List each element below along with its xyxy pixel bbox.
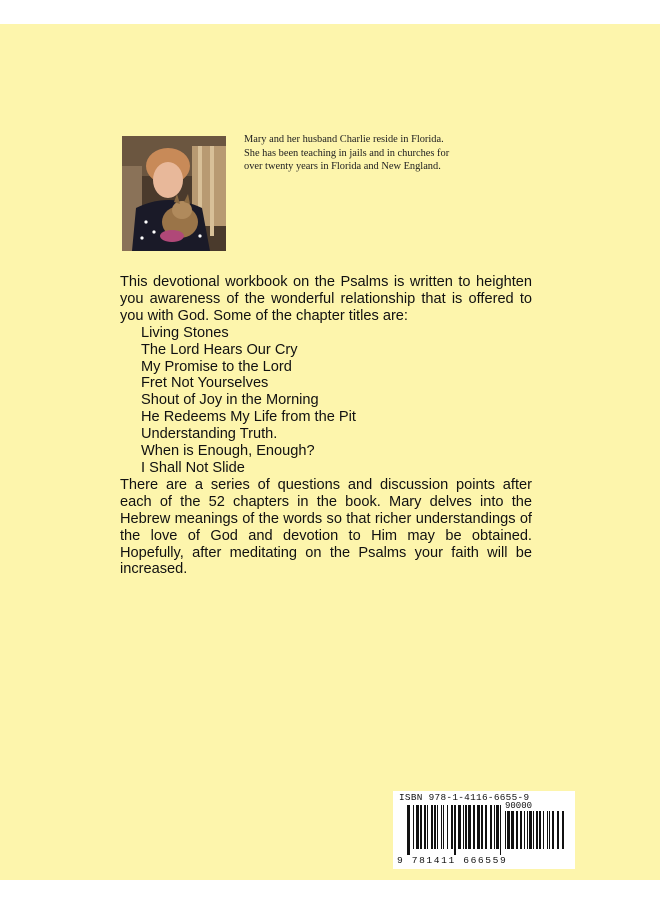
chapter-title: Living Stones: [141, 324, 229, 341]
ean-digits: 9 781411 666559: [397, 855, 508, 866]
barcode-bar: [552, 811, 554, 849]
barcode-bar: [511, 811, 514, 849]
addon-digits: 90000: [505, 801, 533, 811]
chapter-title: He Redeems My Life from the Pit: [141, 409, 356, 426]
barcode-bar: [407, 805, 410, 855]
chapter-title: I Shall Not Slide: [141, 459, 245, 476]
author-bio: [244, 133, 504, 174]
barcode-bar: [539, 811, 541, 849]
barcode-bar: [427, 805, 428, 849]
barcode-bar: [477, 805, 480, 849]
chapter-title: My Promise to the Lord: [141, 358, 292, 375]
barcode-bar: [507, 811, 510, 849]
barcode-bar: [500, 805, 501, 855]
barcode-bar: [468, 805, 471, 849]
barcode-bar: [413, 805, 414, 849]
barcode-bar: [516, 811, 518, 849]
bio-line: Mary and her husband Charlie reside in Florida.: [244, 134, 444, 145]
barcode-bar: [520, 811, 522, 849]
chapter-title: Fret Not Yourselves: [141, 375, 269, 392]
barcode-bar: [549, 811, 550, 849]
barcode-bar: [465, 805, 467, 849]
barcode-bar: [533, 811, 534, 849]
barcode-bar: [420, 805, 422, 849]
addon-barcode-bars: [505, 811, 567, 855]
barcode-bar: [473, 805, 475, 849]
chapter-title: The Lord Hears Our Cry: [141, 341, 298, 358]
ean-barcode-bars: [407, 805, 503, 855]
barcode-bar: [562, 811, 564, 849]
barcode-bar: [547, 811, 548, 849]
barcode-bar: [441, 805, 442, 849]
back-cover: [0, 24, 660, 880]
isbn-barcode: [393, 791, 575, 869]
barcode-bar: [557, 811, 559, 849]
description-intro: This devotional workbook on the Psalms is written to heighten you awareness of the wonderful relationship that is offered to you with God. Some of the chapter titles are:: [120, 274, 532, 324]
chapter-title: When is Enough, Enough?: [141, 443, 315, 460]
bio-line: over twenty years in Florida and New England.: [244, 161, 441, 173]
barcode-bar: [454, 805, 456, 855]
barcode-bar: [463, 805, 464, 849]
author-photo: [122, 136, 226, 251]
barcode-bar: [443, 805, 444, 849]
barcode-bar: [529, 811, 532, 849]
barcode-bar: [536, 811, 538, 849]
chapter-title: Shout of Joy in the Morning: [141, 392, 319, 409]
barcode-bar: [481, 805, 483, 849]
barcode-bar: [485, 805, 487, 849]
isbn-label: ISBN 978-1-4116-6655-9: [399, 792, 530, 803]
chapter-titles-list: [120, 325, 532, 477]
barcode-bar: [490, 805, 492, 849]
barcode-bar: [434, 805, 436, 849]
barcode-bar: [458, 805, 461, 849]
barcode-bar: [424, 805, 426, 849]
barcode-bar: [505, 811, 506, 849]
bio-line: She has been teaching in jails and in churches for: [244, 147, 450, 159]
barcode-bar: [447, 805, 448, 849]
barcode-bar: [496, 805, 499, 849]
barcode-bar: [431, 805, 433, 849]
chapter-title: Understanding Truth.: [141, 426, 278, 443]
book-description: [120, 274, 532, 578]
barcode-bar: [494, 805, 495, 849]
author-photo-image: [122, 136, 226, 251]
barcode-bar: [437, 805, 438, 849]
barcode-bar: [524, 811, 525, 849]
barcode-bar: [543, 811, 544, 849]
barcode-bar: [451, 805, 453, 849]
barcode-bar: [527, 811, 528, 849]
barcode-bar: [416, 805, 419, 849]
description-closing: There are a series of questions and discussion points after each of the 52 chapters in the book. Mary delves into the Hebrew meanings of the words so that richer understandings of the love of God and devotion to Him may be obtained. Hopefully, after meditating on the Psalms your faith will be increased.: [120, 476, 532, 578]
